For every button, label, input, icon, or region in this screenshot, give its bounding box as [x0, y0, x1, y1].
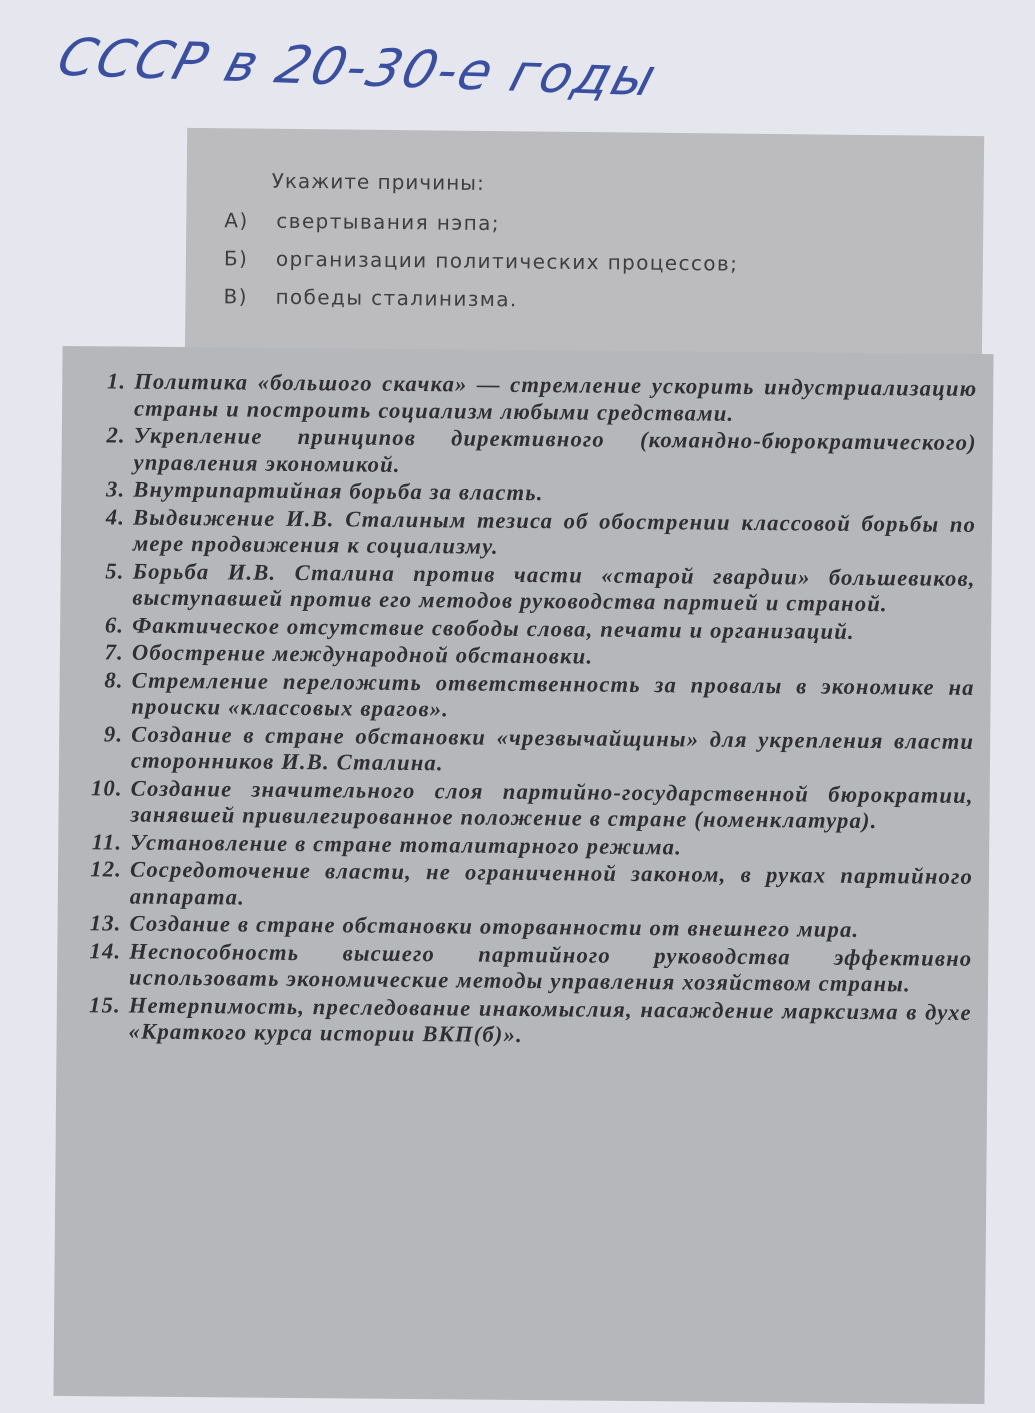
answer-text: Установление в стране тоталитарного режима. — [130, 829, 683, 859]
answer-item — [71, 504, 976, 565]
answer-number: 12. — [90, 856, 123, 882]
answer-text: Нетерпимость, преследование инакомыслия, насаждение марксизма в духе «Краткого курса истории ВКП(б)». — [128, 992, 972, 1047]
answer-number: 6. — [104, 611, 125, 638]
answers-card — [53, 346, 993, 1404]
answer-text: Сосредоточение власти, не ограниченной законом, в руках партийного аппарата. — [129, 856, 974, 910]
answer-text: Стремление переложить ответственность за провалы в экономике на происки «классовых врагов». — [131, 667, 975, 722]
answer-number: 4. — [105, 503, 126, 530]
option-letter: В) — [223, 284, 248, 309]
answer-text: Фактическое отсутствие свободы слова, печати и организаций. — [132, 612, 855, 644]
answer-number: 9. — [103, 720, 124, 747]
task-option-c — [223, 284, 517, 311]
answer-text: Создание в стране обстановки «чрезвычайщины» для укрепления власти сторонников И.В. Сталина. — [130, 721, 975, 776]
answer-text: Внутрипартийная борьба за власть. — [133, 476, 544, 506]
option-letter: А) — [224, 208, 249, 233]
task-option-a — [224, 208, 500, 235]
answer-text: Создание значительного слоя партийно-государственной бюрократии, занявшей привилегированное положение в стране (номенклатура). — [130, 775, 974, 834]
answer-number: 1. — [106, 368, 127, 394]
answer-text: Борьба И.В. Сталина против части «старой гвардии» большевиков, выступавшей против его методов руководства партией и страной. — [132, 558, 976, 617]
answer-text: Неспособность высшего партийного руководства эффективно использовать экономические методы управления хозяйством страны. — [128, 938, 973, 997]
answer-item — [69, 667, 974, 728]
answer-number: 2. — [106, 422, 126, 448]
answer-text: Создание в стране обстановки оторванности от внешнего мира. — [129, 910, 860, 942]
answer-number: 7. — [104, 639, 125, 665]
answer-number: 15. — [89, 991, 121, 1017]
answer-number: 13. — [89, 910, 122, 936]
answer-item — [67, 938, 972, 999]
answer-text: Укрепление принципов директивного (командно-бюрократического) управления экономикой. — [133, 422, 977, 477]
answer-number: 8. — [104, 666, 124, 693]
task-title: Укажите причины: — [271, 168, 485, 195]
answer-item — [67, 992, 972, 1053]
option-text: свертывания нэпа; — [276, 208, 501, 236]
answer-item — [69, 721, 974, 782]
option-text: победы сталинизма. — [275, 284, 518, 312]
answer-text: Политика «большого скачка» — стремление ускорить индустриализацию страны и построить социализм любыми средствами. — [133, 368, 978, 426]
task-option-b — [224, 246, 739, 275]
answers-list — [66, 368, 977, 1053]
task-card — [185, 128, 984, 376]
option-letter: Б) — [223, 246, 249, 271]
answer-text: Обострение международной обстановки. — [131, 639, 594, 669]
answer-item — [71, 422, 976, 483]
answer-number: 10. — [90, 774, 123, 800]
answer-item — [70, 558, 975, 619]
answer-number: 14. — [89, 937, 122, 963]
answer-item — [72, 368, 977, 429]
answer-number: 11. — [91, 828, 123, 854]
answer-item — [68, 856, 973, 917]
answer-number: 3. — [105, 476, 126, 502]
handwritten-title: СССР в 20-30-е годы — [50, 28, 665, 109]
option-text: организации политических процессов; — [275, 246, 739, 276]
answer-text: Выдвижение И.В. Сталиным тезиса об обострении классовой борьбы по мере продвижения к социализму. — [132, 504, 977, 559]
answer-item — [68, 775, 973, 836]
answer-number: 5. — [105, 557, 125, 584]
